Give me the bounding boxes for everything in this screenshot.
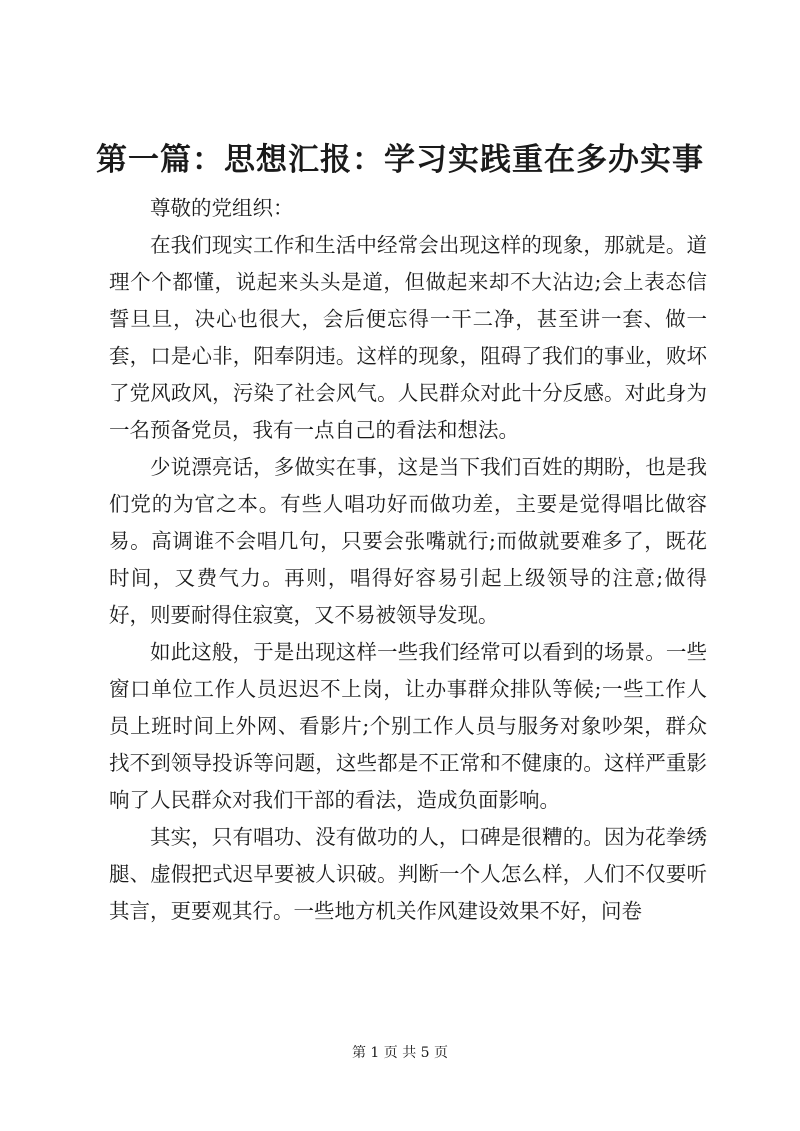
document-body: [109, 190, 707, 930]
paragraph-3: 如此这般，于是出现这样一些我们经常可以看到的场景。一些窗口单位工作人员迟迟不上岗，让办事群众排队等候;一些工作人员上班时间上外网、看影片;个别工作人员与服务对象吵架，群众找不到领导投诉等问题，这些都是不正常和不健康的。这样严重影响了人民群众对我们干部的看法，造成负面影响。: [109, 640, 707, 812]
page-indicator: 第 1 页 共 5 页: [351, 1045, 449, 1061]
paragraph-1: 在我们现实工作和生活中经常会出现这样的现象，那就是。道理个个都懂，说起来头头是道，但做起来却不大沾边;会上表态信誓旦旦，决心也很大，会后便忘得一干二净，甚至讲一套、做一套，口是心非，阳奉阴违。这样的现象，阻碍了我们的事业，败坏了党风政风，污染了社会风气。人民群众对此十分反感。对此身为一名预备党员，我有一点自己的看法和想法。: [109, 233, 707, 442]
salutation: 尊敬的党组织：: [150, 196, 294, 220]
document-title: 第一篇：思想汇报：学习实践重在多办实事: [96, 142, 704, 178]
paragraph-2: 少说漂亮话，多做实在事，这是当下我们百姓的期盼，也是我们党的为官之本。有些人唱功好而做功差，主要是觉得唱比做容易。高调谁不会唱几句，只要会张嘴就行;而做就要难多了，既花时间，又费气力。再则，唱得好容易引起上级领导的注意;做得好，则要耐得住寂寞，又不易被领导发现。: [109, 455, 707, 627]
paragraph-4: 其实，只有唱功、没有做功的人，口碑是很糟的。因为花拳绣腿、虚假把式迟早要被人识破。判断一个人怎么样，人们不仅要听其言，更要观其行。一些地方机关作风建设效果不好，问卷: [109, 825, 707, 923]
